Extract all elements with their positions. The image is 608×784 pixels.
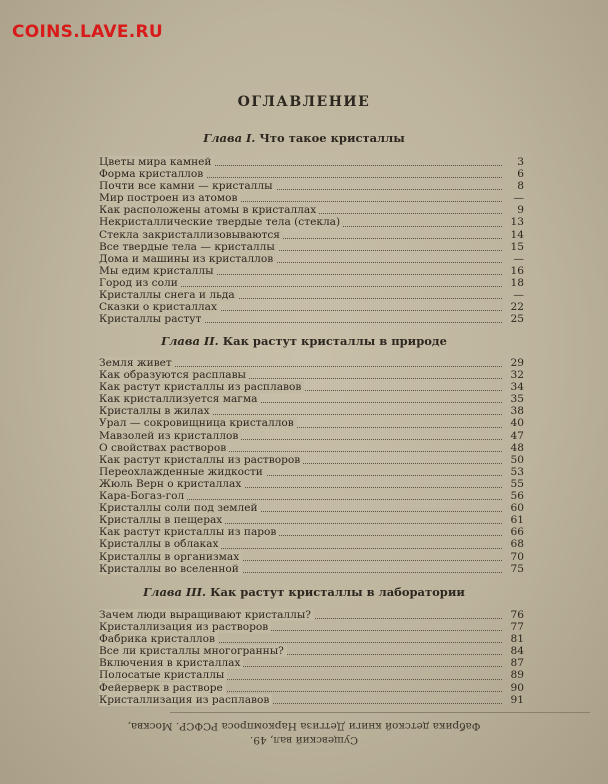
chapter-2-entries xyxy=(99,357,524,575)
toc-entry xyxy=(99,430,524,442)
toc-entry-page: — xyxy=(513,252,524,265)
toc-entry-title: Как образуются расплавы xyxy=(99,369,249,381)
toc-entry xyxy=(99,454,524,466)
toc-entry xyxy=(99,204,524,216)
toc-entry xyxy=(99,645,524,657)
toc-entry-page: 91 xyxy=(510,693,524,706)
toc-entry-page: 29 xyxy=(510,357,524,369)
toc-entry-title: Кристаллы в организмах xyxy=(99,551,242,563)
toc-entry xyxy=(99,277,524,289)
toc-entry-title: Форма кристаллов xyxy=(99,168,206,180)
chapter-2-label: Глава II. xyxy=(161,334,219,348)
toc-entry-title: Включения в кристаллах xyxy=(99,657,243,669)
toc-entry xyxy=(99,253,524,265)
imprint-line-2: Сущевский вал, 49. xyxy=(249,734,359,746)
toc-entry-title: Кристаллы во вселенной xyxy=(99,563,242,575)
toc-entry-page: 16 xyxy=(510,264,524,277)
toc-entry-title: Жюль Верн о кристаллах xyxy=(99,478,244,490)
toc-entry-title: О свойствах растворов xyxy=(99,442,229,454)
toc-entry xyxy=(99,657,524,669)
toc-entry xyxy=(99,313,524,325)
toc-entry xyxy=(99,241,524,253)
toc-entry-title: Мир построен из атомов xyxy=(99,192,241,204)
toc-entry-page: 90 xyxy=(510,681,524,694)
toc-entry-page: 13 xyxy=(510,216,524,229)
toc-entry xyxy=(99,442,524,454)
toc-entry-title: Почти все камни — кристаллы xyxy=(99,180,276,192)
toc-entry xyxy=(99,478,524,490)
toc-entry-page: 34 xyxy=(510,381,524,394)
toc-entry-page: 81 xyxy=(510,633,524,646)
toc-entry-title: Сказки о кристаллах xyxy=(99,301,220,313)
chapter-3-entries xyxy=(99,609,524,706)
toc-entry-page: 55 xyxy=(510,477,524,490)
toc-entry-page: 76 xyxy=(510,609,524,621)
chapter-3-label: Глава III. xyxy=(143,585,207,599)
toc-entry-page: 70 xyxy=(510,550,524,563)
toc-entry xyxy=(99,369,524,381)
toc-entry-title: Город из соли xyxy=(99,277,181,289)
toc-entry-page: 25 xyxy=(510,313,524,326)
toc-entry xyxy=(99,405,524,417)
toc-entry xyxy=(99,694,524,706)
toc-entry xyxy=(99,563,524,575)
toc-entry-page: 15 xyxy=(510,240,524,253)
toc-entry-page: 6 xyxy=(517,168,524,181)
toc-entry-title: Цветы мира камней xyxy=(99,156,214,168)
toc-entry xyxy=(99,538,524,550)
toc-entry-page: 48 xyxy=(510,441,524,454)
toc-entry xyxy=(99,551,524,563)
chapter-1-entries xyxy=(99,156,524,325)
toc-entry-page: 75 xyxy=(510,562,524,575)
toc-entry xyxy=(99,514,524,526)
toc-entry-title: Мы едим кристаллы xyxy=(99,265,217,277)
toc-entry-page: 47 xyxy=(510,429,524,442)
chapter-1-label: Глава I. xyxy=(203,131,256,145)
toc-entry xyxy=(99,301,524,313)
toc-entry-title: Все ли кристаллы многогранны? xyxy=(99,645,287,657)
chapter-2-title: Как растут кристаллы в природе xyxy=(222,334,447,348)
toc-entry-title: Некристаллические твердые тела (стекла) xyxy=(99,216,343,228)
toc-entry xyxy=(99,502,524,514)
toc-entry-title: Переохлажденные жидкости xyxy=(99,466,266,478)
toc-entry-page: 38 xyxy=(510,405,524,418)
toc-entry xyxy=(99,265,524,277)
toc-entry-page: 53 xyxy=(510,465,524,478)
toc-entry-page: 35 xyxy=(510,393,524,406)
toc-entry xyxy=(99,609,524,621)
toc-entry-page: 61 xyxy=(510,514,524,527)
printer-imprint xyxy=(0,719,608,747)
toc-entry-page: 32 xyxy=(510,369,524,382)
toc-entry xyxy=(99,156,524,168)
toc-entry-page: 22 xyxy=(510,301,524,314)
chapter-3-heading xyxy=(0,585,608,599)
toc-entry-title: Полосатые кристаллы xyxy=(99,669,227,681)
chapter-1-title: Что такое кристаллы xyxy=(259,131,405,145)
chapter-2-heading xyxy=(0,334,608,348)
imprint-line-1: Фабрика детской книги Детгиза Наркомпроса РСФСР. Москва, xyxy=(127,720,481,732)
toc-entry xyxy=(99,357,524,369)
toc-entry-title: Кристаллы в облаках xyxy=(99,538,221,550)
site-watermark: COINS.LAVE.RU xyxy=(12,22,164,42)
toc-entry-page: 18 xyxy=(510,276,524,289)
toc-entry xyxy=(99,289,524,301)
toc-entry xyxy=(99,216,524,228)
toc-entry-title: Кристаллы в пещерах xyxy=(99,514,225,526)
toc-entry-page: 87 xyxy=(510,657,524,670)
toc-entry-page: 56 xyxy=(510,490,524,503)
toc-entry-page: 50 xyxy=(510,453,524,466)
toc-entry-title: Как растут кристаллы из расплавов xyxy=(99,381,304,393)
toc-entry-page: 66 xyxy=(510,526,524,539)
toc-entry xyxy=(99,381,524,393)
toc-entry-title: Мавзолей из кристаллов xyxy=(99,430,241,442)
toc-entry-title: Фабрика кристаллов xyxy=(99,633,218,645)
toc-entry xyxy=(99,526,524,538)
toc-entry-page: 40 xyxy=(510,417,524,430)
toc-entry xyxy=(99,192,524,204)
toc-entry-title: Фейерверк в растворе xyxy=(99,682,226,694)
toc-entry xyxy=(99,393,524,405)
chapter-1-heading xyxy=(0,131,608,145)
toc-entry xyxy=(99,621,524,633)
toc-entry-title: Как расположены атомы в кристаллах xyxy=(99,204,319,216)
toc-entry-page: 84 xyxy=(510,645,524,658)
toc-entry-title: Земля живет xyxy=(99,357,175,369)
toc-entry xyxy=(99,633,524,645)
toc-entry-title: Все твердые тела — кристаллы xyxy=(99,241,278,253)
toc-entry-title: Урал — сокровищница кристаллов xyxy=(99,417,297,429)
toc-entry xyxy=(99,682,524,694)
toc-entry xyxy=(99,669,524,681)
toc-entry-title: Как растут кристаллы из паров xyxy=(99,526,279,538)
toc-entry xyxy=(99,417,524,429)
toc-entry-page: 60 xyxy=(510,502,524,515)
toc-entry-page: 9 xyxy=(517,204,524,217)
toc-entry-title: Кристаллизация из расплавов xyxy=(99,694,272,706)
toc-entry-title: Кристаллы растут xyxy=(99,313,204,325)
imprint-divider xyxy=(170,712,590,713)
toc-entry xyxy=(99,229,524,241)
toc-entry-page: — xyxy=(513,192,524,205)
toc-entry-page: 14 xyxy=(510,228,524,241)
toc-entry-page: 77 xyxy=(510,621,524,634)
toc-entry xyxy=(99,180,524,192)
toc-entry xyxy=(99,490,524,502)
toc-entry-title: Кристаллы снега и льда xyxy=(99,289,238,301)
toc-entry-title: Кристаллы соли под землей xyxy=(99,502,261,514)
chapter-3-title: Как растут кристаллы в лаборатории xyxy=(210,585,465,599)
toc-entry-page: 89 xyxy=(510,669,524,682)
toc-entry-title: Как кристаллизуется магма xyxy=(99,393,260,405)
toc-entry-title: Кара-Богаз-гол xyxy=(99,490,187,502)
toc-entry-title: Кристаллизация из растворов xyxy=(99,621,271,633)
toc-entry-title: Дома и машины из кристаллов xyxy=(99,253,276,265)
toc-entry-page: 68 xyxy=(510,538,524,551)
toc-entry-title: Зачем люди выращивают кристаллы? xyxy=(99,609,314,621)
toc-entry-page: 8 xyxy=(517,180,524,193)
toc-entry-title: Кристаллы в жилах xyxy=(99,405,213,417)
toc-entry-title: Как растут кристаллы из растворов xyxy=(99,454,303,466)
toc-heading: ОГЛАВЛЕНИЕ xyxy=(237,94,371,110)
toc-entry xyxy=(99,466,524,478)
toc-entry-title: Стекла закристаллизовываются xyxy=(99,229,283,241)
toc-entry-page: 3 xyxy=(517,156,524,168)
toc-entry-page: — xyxy=(513,289,524,302)
toc-entry xyxy=(99,168,524,180)
